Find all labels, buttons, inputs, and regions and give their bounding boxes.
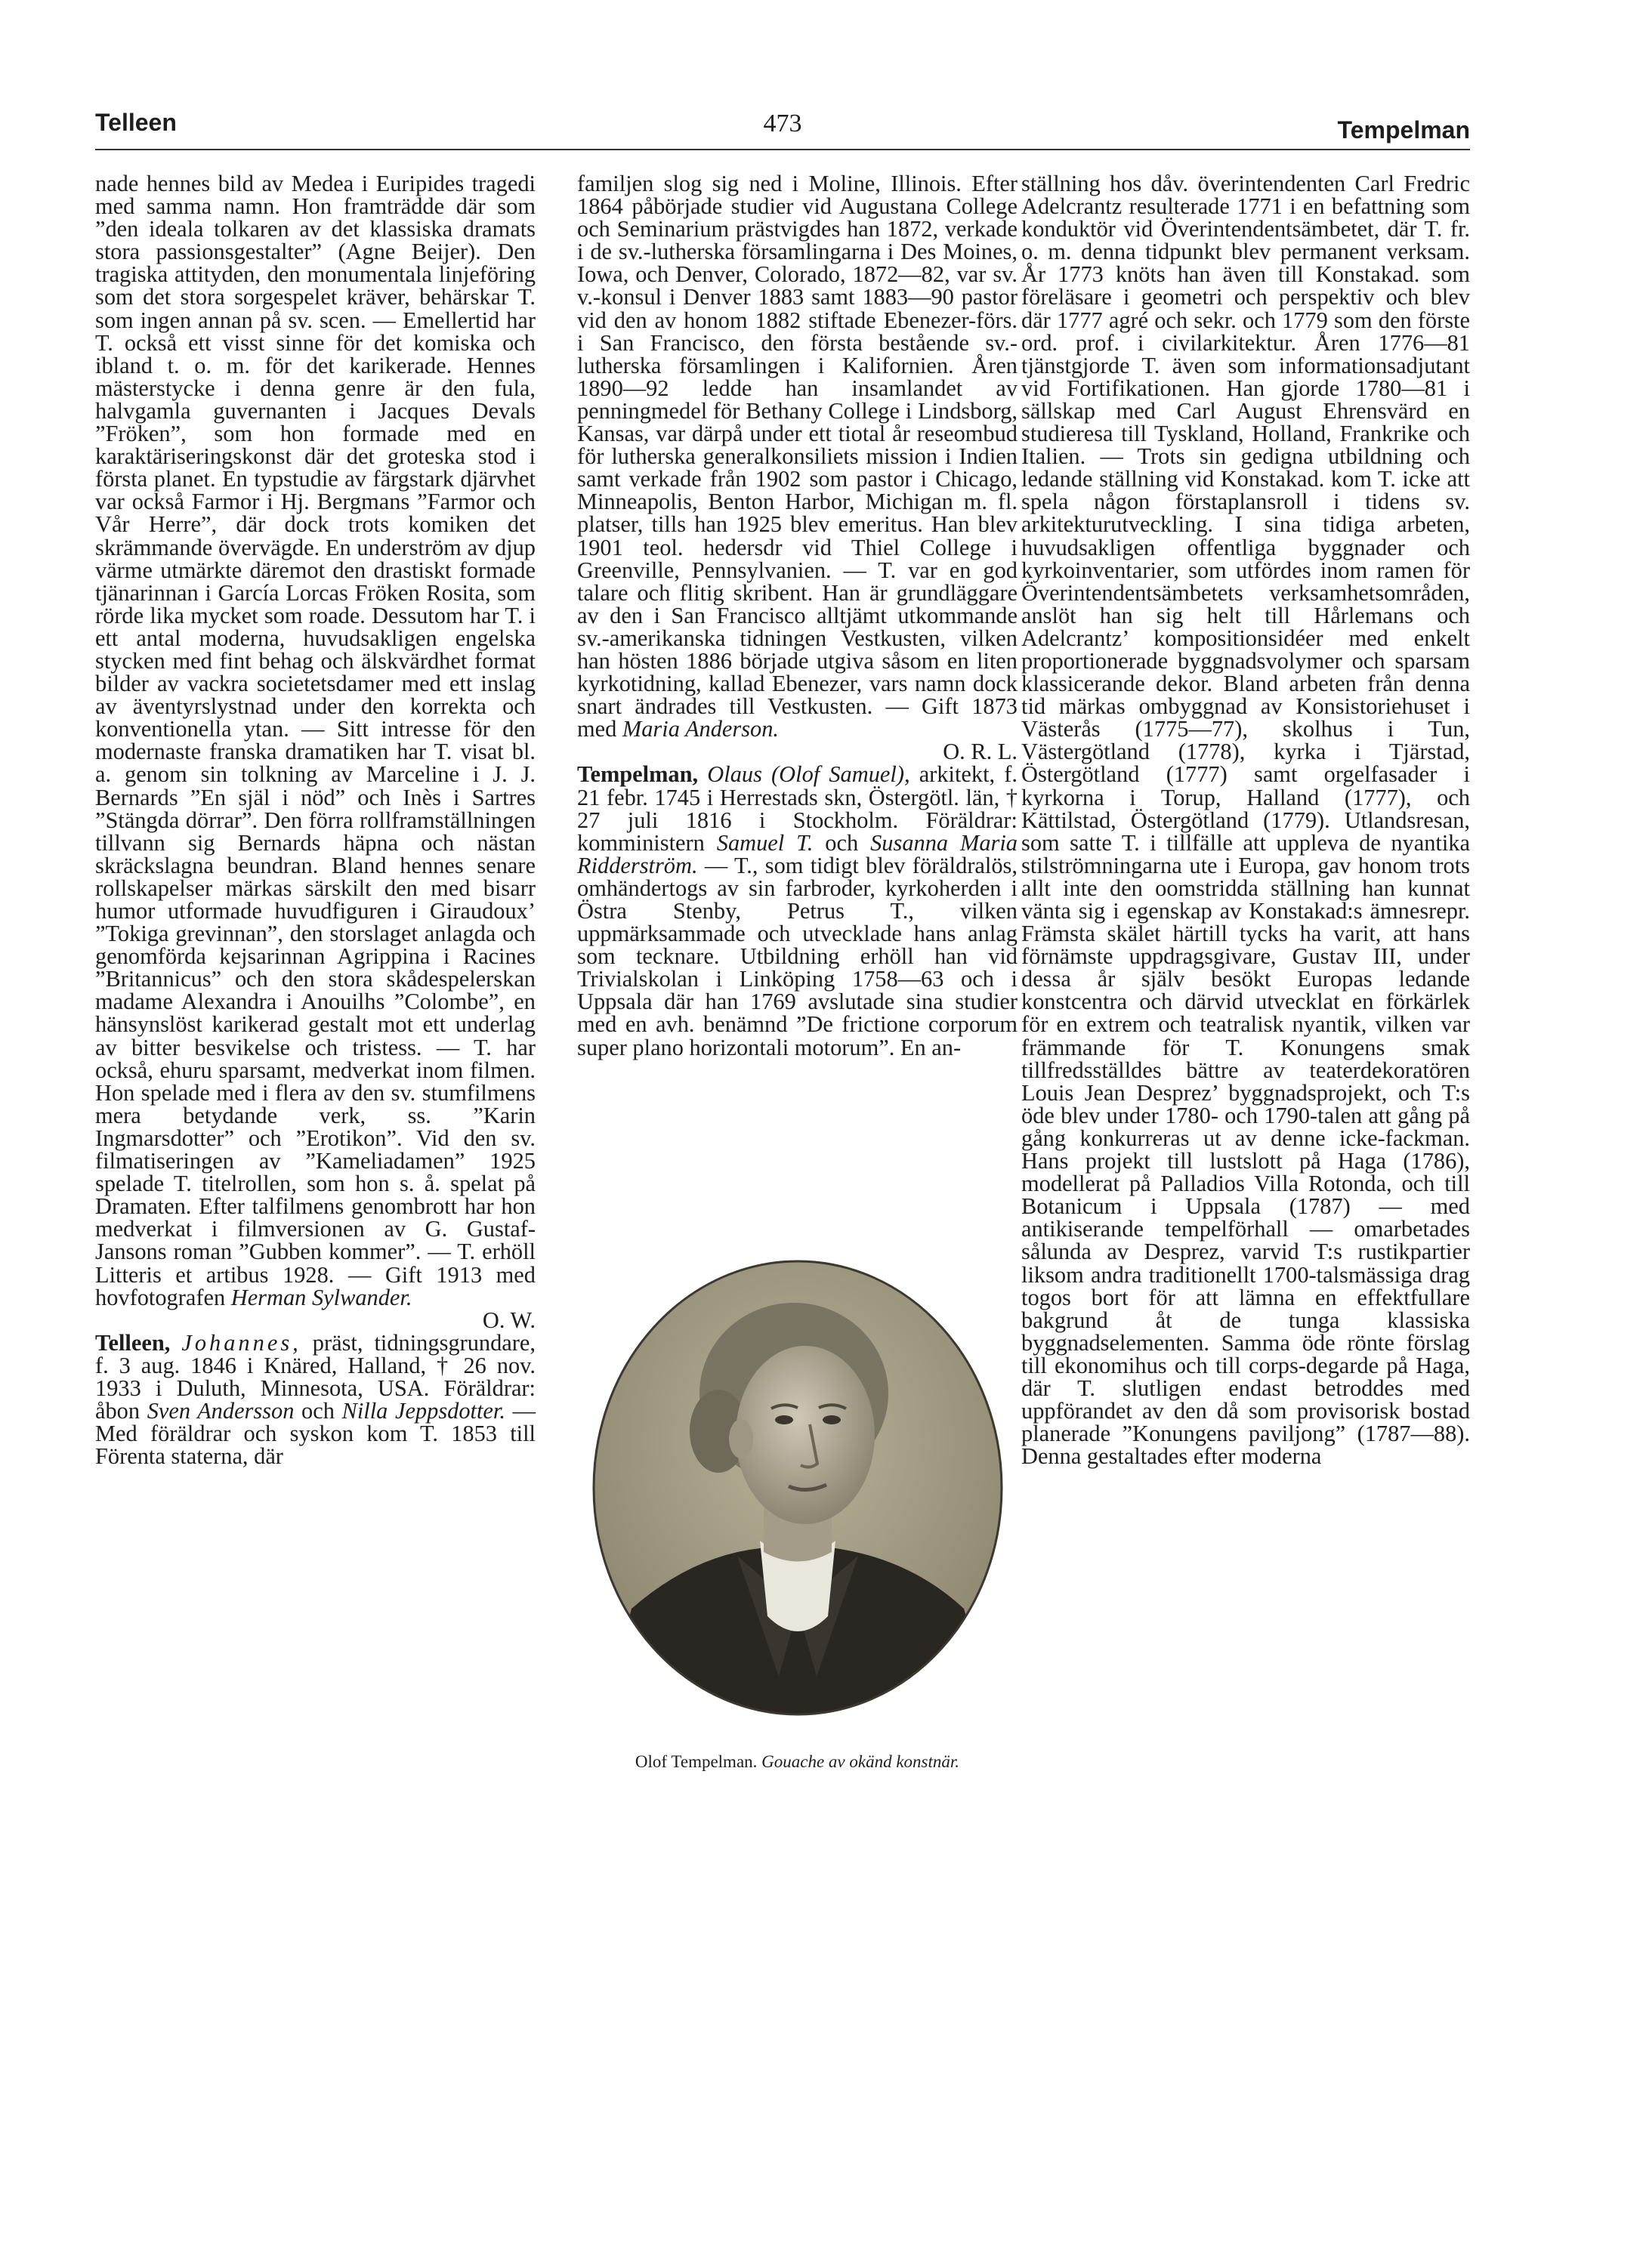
entry-telleen (95, 1331, 536, 1468)
entry-tempelman (577, 763, 1018, 1058)
parent-name: Samuel T. (716, 829, 814, 856)
text-body: arkitekt, f. 21 febr. 1745 i Herrestads skn, Östergötl. län, † 27 juli 1816 i Stockholm. Föräldrar: komministern (577, 761, 1018, 856)
author-signature: O. W. (482, 1307, 536, 1333)
text-body: ställning hos dåv. överintendenten Carl Fredric Adelcrantz resulterade 1771 i en befattning som konduktör vid Överintendentsämbetet, där T. fr. o. m. denna tidpunkt blev permanent verksam. År 1773 knöts han även till Konstakad. som föreläsare i geometri och perspektiv och blev där 1777 agré och sekr. och 1779 som den förste ord. prof. i civilarkitektur. Åren 1776—81 tjänstgjorde T. även som informationsadjutant vid Fortifikationen. Han gjorde 1780—81 i sällskap med Carl August Ehrensvärd en studieresa till Tyskland, Holland, Frankrike och Italien. — Trots sin gedigna utbildning och ledande ställning vid Konstakad. kom T. icke att spela någon förstaplansroll i tidens sv. arkitekturutveckling. I sina tidiga arbeten, huvudsakligen offentliga byggnader och kyrkoinventarier, som utfördes inom ramen för Överintendentsämbetets verksamhetsområden, anslöt han sig helt till Hårlemans och Adelcrantz’ kompositionsidéer med enkelt proportionerade byggnadsvolymer och sparsam klassicerande dekor. Bland arbeten från denna tid märkas ombyggnad av Konsistoriehuset i Västerås (1775—77), skolhus i Tun, Västergötland (1778), kyrka i Tjärstad, Östergötland (1777) samt orgelfasader i kyrkorna i Torup, Halland (1777), och Kättilstad, Östergötland (1779). Utlandsresan, som satte T. i tillfälle att uppleva de nyantika stilströmningarna ute i Europa, gav honom trots allt inte den oomstridda ställning han kunnat vänta sig i egenskap av Konstakad:s ämnesrepr. Främsta skälet härtill tycks ha varit, att hans förnämste uppdragsgivare, Gustav III, under dessa år själv besökt Europas ledande konstcentra och därvid utvecklat en förkärlek för en extrem och teatralisk nyantik, vilken var främmande för T. Konungens smak tillfredsställdes bättre av teaterdekoratören Louis Jean Desprez’ byggnadsprojekt, och T:s öde blev under 1780- och 1790-talen att gång på gång konkurreras ut av denne icke-fackman. Hans projekt till lustslott på Haga (1786), modellerat på Palladios Villa Rotonda, och till Botanicum i Uppsala (1787) — med antikiserande tempelförhall — omarbetades sålunda av Desprez, varvid T:s rustikpartier liksom andra traditionellt 1700-talsmässiga drag togos bort för att lämna en effektfullare bakgrund åt de tunga klassiska byggnadselementen. Samma öde rönte förslag till ekonomihus och till corps-degarde på Haga, där T. slutligen endast betroddes med uppförandet av den då som provisorisk bostad planerade ”Konungens paviljong” (1787—88). Denna gestaltades efter moderna (1021, 171, 1470, 1470)
parent-name: Nilla Jeppsdotter. (341, 1398, 505, 1424)
text-body: och (294, 1398, 342, 1424)
header-left-title: Telleen (95, 109, 177, 136)
text-column-1 (95, 171, 536, 1470)
entry-headword: Tempelman, (577, 761, 699, 788)
caption-medium: Gouache av okänd konstnär. (761, 1752, 960, 1771)
spouse-name: Maria Anderson. (622, 716, 780, 742)
caption-subject: Olof Tempelman. (635, 1752, 758, 1771)
spouse-name: Herman Sylwander. (230, 1284, 412, 1310)
paragraph-continuation (1021, 171, 1470, 1470)
parent-name: Susanna Maria Ridderström. (577, 829, 1018, 878)
parent-name: Sven Andersson (147, 1398, 295, 1424)
header-right-title: Tempelman (1337, 116, 1470, 143)
text-body: familjen slog sig ned i Moline, Illinois. Efter 1864 påbörjade studier vid Augustana College och Seminarium prästvigdes han 1872, verkade i de sv.-lutherska församlingarna i Des Moines, Iowa, och Denver, Colorado, 1872—82, var sv. v.-konsul i Denver 1883 samt 1883—90 pastor vid den av honom 1882 stiftade Ebenezer-förs. i San Francisco, den första bestående sv.-lutherska församlingen i Kalifornien. Åren 1890—92 ledde han insamlandet av penningmedel för Bethany College i Lindsborg, Kansas, var därpå under ett tiotal år reseombud för lutherska generalkonsiliets mission i Indien samt verkade från 1902 som pastor i Chicago, Minneapolis, Benton Harbor, Michigan m. fl. platser, tills han 1925 blev emeritus. Han blev 1901 teol. hedersdr vid Thiel College i Greenville, Pennsylvanien. — T. var en god talare och flitig skribent. Han är grundläggare av den i San Francisco alltjämt utkommande sv.-amerikanska tidningen Vestkusten, vilken han hösten 1886 började utgiva såsom en liten kyrkotidning, kallad Ebenezer, vars namn dock snart ändrades till Vestkusten. — Gift 1873 med (577, 171, 1018, 742)
text-body: präst, tidningsgrundare, f. 3 aug. 1846 i Knäred, Halland, † 26 nov. 1933 i Duluth, Minnesota, USA. Föräldrar: åbon (95, 1329, 536, 1424)
figure-caption (577, 1751, 1018, 1773)
header-rule (95, 149, 1470, 150)
paragraph-continuation (577, 172, 1018, 763)
entry-given-name: Olaus (Olof Samuel), (707, 761, 910, 788)
text-body: — Med föräldrar och syskon kom T. 1853 till Förenta staterna, där (95, 1398, 536, 1470)
text-body: — T., som tidigt blev föräldralös, omhändertogs av sin farbroder, kyrkoherden i Östra Stenby, Petrus T., vilken uppmärksammade och utvecklade hans anlag som tecknare. Utbildning erhöll han vid Trivialskolan i Linköping 1758—63 och i Uppsala där han 1769 avslutade sina studier med en avh. benämnd ”De frictione corporum super plano horizontali motorum”. En an- (577, 852, 1018, 1060)
author-signature: O. R. L. (943, 739, 1018, 765)
running-header (95, 107, 1470, 145)
text-body: och (813, 829, 871, 856)
portrait-image (586, 1254, 1009, 1722)
text-column-3 (1021, 171, 1470, 1470)
portrait-figure (586, 1254, 1009, 1722)
entry-given-name: Johannes, (181, 1329, 301, 1356)
text-column-2 (577, 172, 1018, 1059)
page-number: 473 (763, 110, 802, 137)
entry-headword: Telleen, (95, 1329, 171, 1356)
text-body: nade hennes bild av Medea i Euripides tragedi med samma namn. Hon framträdde där som ”den ideala tolkaren av det klassiska dramats stora passionsgestalter” (Agne Beijer). Den tragiska attityden, den monumentala linjeföring som det stora sorgespelet kräver, behärskar T. som ingen annan på sv. scen. — Emellertid har T. också ett visst sinne för det komiska och ibland t. o. m. för det karikerade. Hennes mästerstycke i denna genre är den fula, halvgamla guvernanten i Jacques Devals ”Fröken”, som hon formade med en karaktäriseringskonst där det groteska stod i första planet. En typstudie av färgstark djärvhet var också Farmor i Hj. Bergmans ”Farmor och Vår Herre”, där dock trots komiken det skrämmande övervägde. En underström av djup värme utmärkte däremot den drastiskt formade tjänarinnan i García Lorcas Fröken Rosita, som rörde lika mycket som roade. Dessutom har T. i ett antal moderna, huvudsakligen engelska stycken med fint behag och älskvärdhet format bilder av vackra societetsdamer med ett inslag av äventyrslystnad under den korrekta och konventionella ytan. — Sitt intresse för den modernaste franska dramatiken har T. visat bl. a. genom sin tolkning av Marceline i J. J. Bernards ”En själ i nöd” och Inès i Sartres ”Stängda dörrar”. Den förra rollframställningen tillvann sig Bernards häpna och nästan skräckslagna beundran. Bland hennes senare rollskapelser märkas särskilt den med bisarr humor utformade huvudfiguren i Giraudoux’ ”Tokiga grevinnan”, den storslaget anlagda och genomförda kejsarinnan Agrippina i Racines ”Britannicus” och den stora skådespelerskan madame Alexandra i Anouilhs ”Colombe”, en hänsynslöst karikerad gestalt mot ett underlag av bitter besvikelse och tristess. — T. har också, ehuru sparsamt, medverkat inom filmen. Hon spelade med i flera av den sv. stumfilmens mera betydande verk, ss. ”Karin Ingmarsdotter” och ”Erotikon”. Vid den sv. filmatiseringen av ”Kameliadamen” 1925 spelade T. titelrollen, som hon s. å. spelat på Dramaten. Efter talfilmens genombrott har hon medverkat i filmversionen av G. Gustaf-Jansons roman ”Gubben kommer”. — T. erhöll Litteris et artibus 1928. — Gift 1913 med hovfotografen (95, 171, 536, 1310)
paragraph-continuation (95, 172, 536, 1331)
